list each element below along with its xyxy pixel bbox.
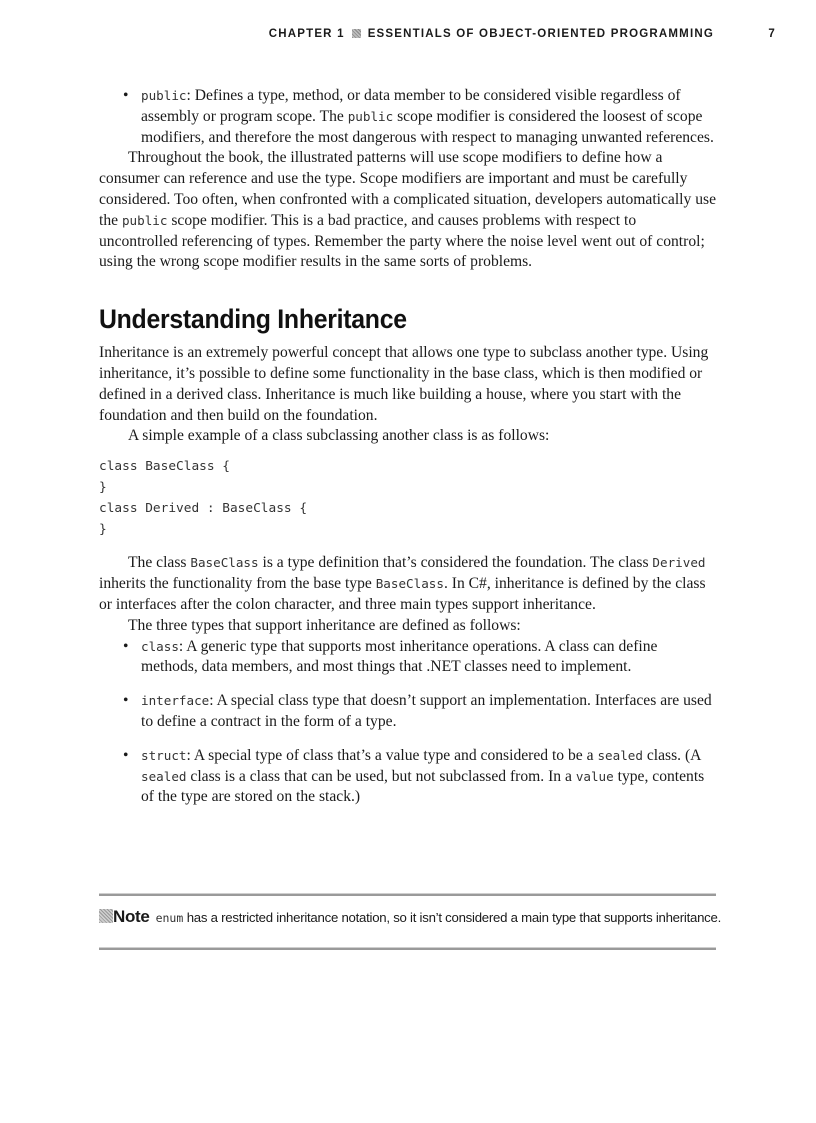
struct-text-4: type, contents of the type are stored on the stack.) xyxy=(141,767,705,806)
explanation-text-2: is a type definition that’s considered the foundation. The class xyxy=(258,554,653,572)
public-text-a: : Defines a type, method, or data member to be considered visible regardless of assembly or program scope. The xyxy=(141,87,681,125)
code-class: class xyxy=(141,638,179,654)
code-public-3: public xyxy=(121,212,168,228)
code-sealed-2: sealed xyxy=(141,768,187,784)
list-item-class xyxy=(99,637,716,679)
code-baseclass: BaseClass xyxy=(190,555,259,571)
chapter-label: CHAPTER 1 xyxy=(268,28,345,40)
struct-text-3: class is a class that can be used, but not subclassed from. In a xyxy=(186,767,576,785)
class-text: : A generic type that supports most inheritance operations. A class can define methods, data members, and most things that .NET classes need to implement. xyxy=(141,637,658,676)
note-marker-icon xyxy=(99,909,113,923)
code-value: value xyxy=(575,768,614,784)
chapter-title: ESSENTIALS OF OBJECT-ORIENTED PROGRAMMING xyxy=(367,28,714,40)
chapter-heading xyxy=(269,28,714,40)
scope-modifier-list xyxy=(99,86,716,148)
note-line xyxy=(99,907,722,928)
note-box xyxy=(99,893,722,951)
explanation-text-4: . In C#, inheritance is defined by the class or interfaces after the colon character, and three main types support inheritance. xyxy=(99,575,706,613)
code-enum: enum xyxy=(155,911,184,925)
page-number: 7 xyxy=(768,28,776,40)
code-line: class BaseClass { xyxy=(99,459,230,475)
list-item-struct xyxy=(99,746,716,808)
types-intro: The three types that support inheritance are defined as follows: xyxy=(128,616,521,634)
code-baseclass-2: BaseClass xyxy=(375,576,444,592)
code-public-2: public xyxy=(347,108,394,124)
inheritance-types-list xyxy=(99,637,716,809)
code-line: class Derived : BaseClass { xyxy=(99,500,308,516)
struct-text-2: class. (A xyxy=(642,746,701,764)
explanation-paragraph xyxy=(99,553,716,615)
code-derived: Derived xyxy=(652,555,706,571)
code-struct: struct xyxy=(141,747,187,763)
list-item-interface xyxy=(99,691,716,733)
note-rule-bottom xyxy=(99,947,716,950)
section-heading: Understanding Inheritance xyxy=(99,304,407,335)
explanation-text-3: inherits the functionality from the base type xyxy=(99,575,376,593)
public-text-b: scope modifier is considered the loosest of scope modifiers, and therefore the most dangerous with respect to managing unwanted references. xyxy=(141,107,714,146)
note-label: Note xyxy=(113,907,150,926)
scope-text-b: scope modifier. This is a bad practice, and causes problems with respect to uncontrolled referencing of types. Remember the party where the noise level went out of control; using the wrong scope modifier results in the same sorts of problems. xyxy=(99,211,705,271)
scope-paragraph xyxy=(99,148,716,273)
body-content xyxy=(99,86,716,808)
note-text: has a restricted inheritance notation, so it isn’t considered a main type that supports inheritance. xyxy=(183,910,722,925)
code-line: } xyxy=(99,479,107,495)
inheritance-intro: Inheritance is an extremely powerful concept that allows one type to subclass another type. Using inheritance, it’s possible to define some functionality in the base class, which is then modified or defined in a derived class. Inheritance is much like building a house, where you start with the foundation and then build on the foundation. xyxy=(99,344,709,424)
code-interface: interface xyxy=(141,693,210,709)
note-rule-top xyxy=(99,893,716,896)
scope-text-a: Throughout the book, the illustrated patterns will use scope modifiers to define how a consumer can reference and use the type. Scope modifiers are important and must be carefully considered. Too often, when confronted with a complicated situation, developers automatically use the xyxy=(99,149,716,229)
struct-text-1: : A special type of class that’s a value type and considered to be a xyxy=(186,746,598,764)
explanation-text-1: The class xyxy=(128,554,191,572)
code-sealed: sealed xyxy=(597,747,643,763)
interface-text: : A special class type that doesn’t support an implementation. Interfaces are used to define a contract in the form of a type. xyxy=(141,692,712,730)
separator-square-icon xyxy=(352,29,361,38)
running-header xyxy=(99,28,776,44)
code-public: public xyxy=(141,88,187,103)
list-item-public xyxy=(99,86,716,148)
example-intro: A simple example of a class subclassing another class is as follows: xyxy=(128,427,550,445)
code-line: } xyxy=(99,521,107,537)
code-block xyxy=(99,457,716,540)
